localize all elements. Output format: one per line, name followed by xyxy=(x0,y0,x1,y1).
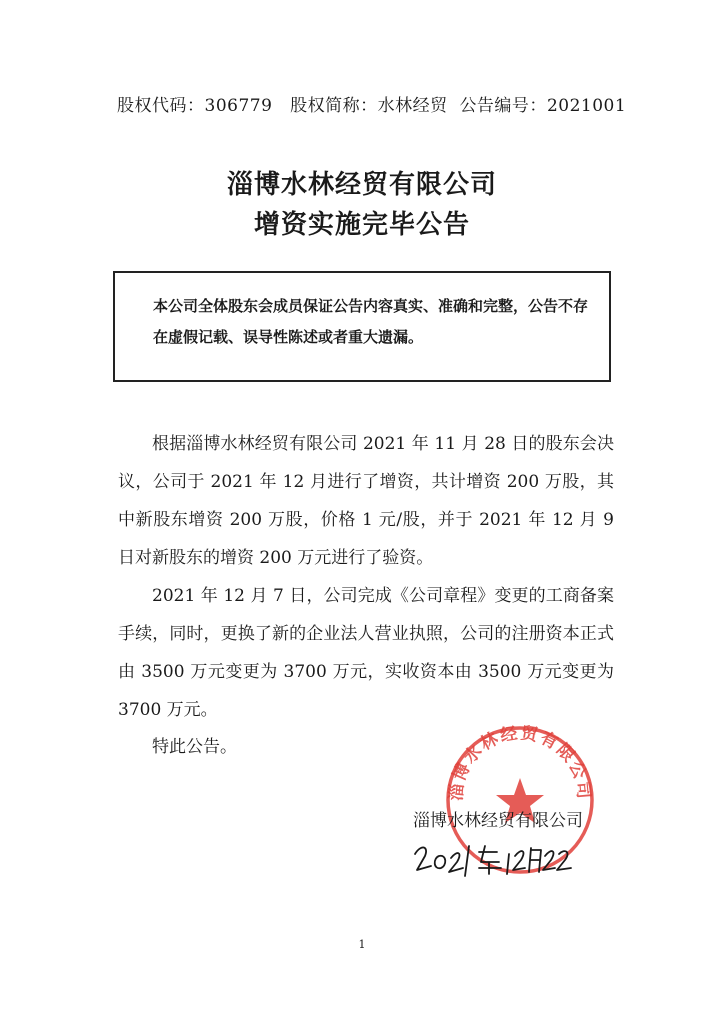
stock-code-label: 股权代码： xyxy=(117,96,205,116)
header-info-line xyxy=(117,91,626,116)
company-title: 淄博水林经贸有限公司 xyxy=(226,170,497,200)
disclaimer-text: 本公司全体股东会成员保证公告内容真实、准确和完整，公告不存在虚假记载、误导性陈述或者重大遗漏。 xyxy=(153,297,589,346)
paragraph-text: 根据淄博水林经贸有限公司 2021 年 11 月 28 日的股东会决议，公司于 2021 年 12 月进行了增资，共计增资 200 万股，其中新股东增资 200 万股，价格 1 元/股，并于 2021 年 12 月 9 日对新股东的增资 200 万元进行了验资。 xyxy=(118,434,614,568)
announcement-no-label: 公告编号： xyxy=(459,96,547,116)
body-paragraph-2 xyxy=(118,577,614,729)
signature-company: 淄博水林经贸有限公司 xyxy=(413,811,583,831)
stock-name: 水林经贸 xyxy=(377,96,448,116)
paragraph-text: 2021 年 12 月 7 日，公司完成《公司章程》变更的工商备案手续，同时，更换了新的企业法人营业执照，公司的注册资本正式由 3500 万元变更为 3700 万元，实收资本由 3500 万元变更为 3700 万元。 xyxy=(118,586,614,720)
seal-text: 淄博水林经贸有限公司 xyxy=(446,723,594,802)
stock-code: 306779 xyxy=(204,96,273,116)
handwritten-date-signature xyxy=(413,840,573,880)
announcement-no: 2021001 xyxy=(546,96,627,116)
announcement-title: 增资实施完毕公告 xyxy=(253,210,470,240)
paragraph-text: 特此公告。 xyxy=(152,737,237,757)
disclaimer-box xyxy=(113,271,611,382)
body-paragraph-1 xyxy=(118,425,614,577)
page-number: 1 xyxy=(358,938,366,951)
stock-name-label: 股权简称： xyxy=(290,96,378,116)
